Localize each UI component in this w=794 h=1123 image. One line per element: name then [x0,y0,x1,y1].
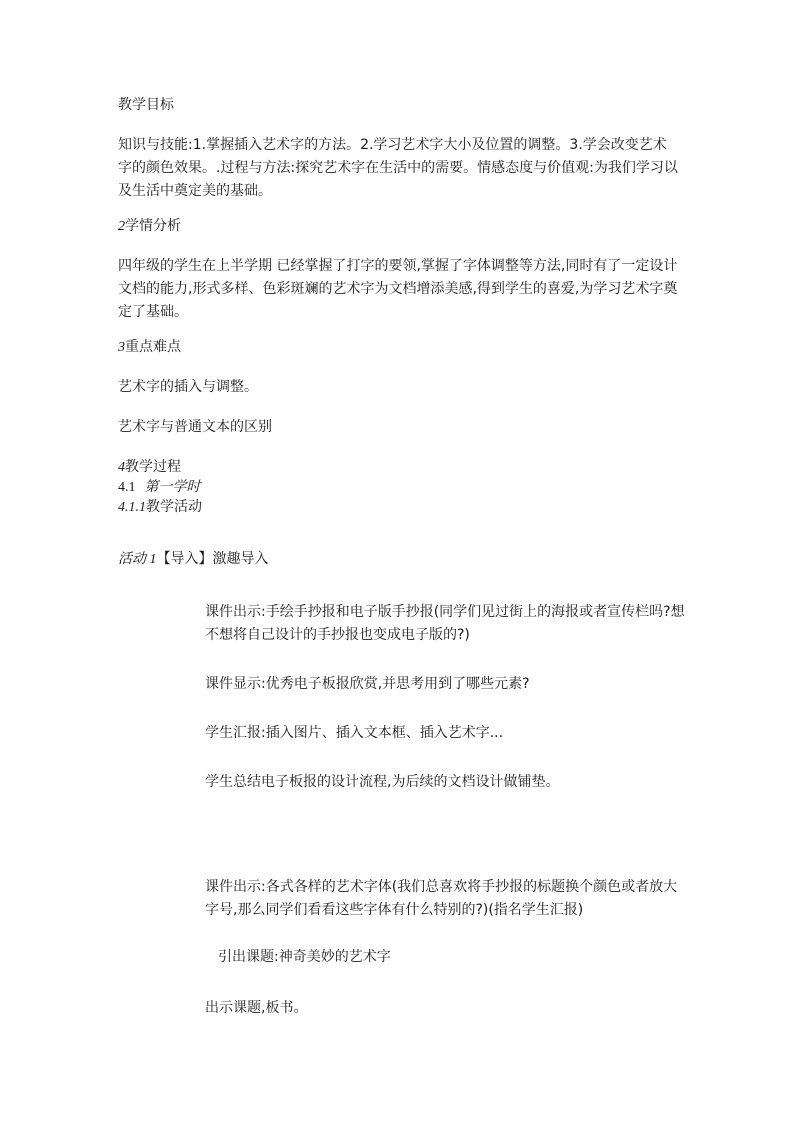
section-3-heading [118,336,181,359]
page-title: 教学目标 [118,97,174,113]
activity-paragraph-3: 学生汇报:插入图片、插入文本框、插入艺术字... [205,725,504,741]
activity-paragraph-7: 出示课题,板书。 [205,1000,308,1016]
activity-title: 【导入】激趣导入 [156,551,269,567]
activity-paragraph-1: 课件出示:手绘手抄报和电子版手抄报(同学们见过街上的海报或者宣传栏吗?想不想将自己设计的手抄报也变成电子版的?) [205,604,685,643]
section-4-1-title: 第一学时 [144,480,201,495]
key-point-2: 艺术字与普通文本的区别 [118,419,272,435]
activity-prefix: 活动 1 [118,552,157,567]
analysis-paragraph: 四年级的学生在上半学期 已经掌握了打字的要领,掌握了字体调整等方法,同时有了一定设计文档的能力,形式多样、色彩斑斓的艺术字为文档增添美感,得到学生的喜爱,为学习艺术字奠定了基础。 [118,258,678,320]
section-2-title: 学情分析 [125,218,181,234]
section-4-1-1-title: 教学活动 [146,499,202,515]
section-4-1-1-number: 4.1.1 [118,500,146,515]
activity-paragraph-6: 引出课题:神奇美妙的艺术字 [218,949,391,965]
section-3-title: 重点难点 [125,339,181,355]
section-4-1-number: 4.1 [118,480,136,495]
activity-paragraph-5: 课件出示:各式各样的艺术字体(我们总喜欢将手抄报的标题换个颜色或者放大字号,那么同学们看看这些字体有什么特别的?)(指名学生汇报) [205,879,678,918]
section-4-number: 4 [118,460,125,475]
goals-paragraph: 知识与技能:1.掌握插入艺术字的方法。2.学习艺术字大小及位置的调整。3.学会改变艺术字的颜色效果。.过程与方法:探究艺术字在生活中的需要。情感态度与价值观:为我们学习以及生活中奠定美的基础。 [118,137,678,199]
activity-paragraph-4: 学生总结电子板报的设计流程,为后续的文档设计做铺垫。 [205,774,560,790]
section-4-1-1-heading [118,496,202,519]
section-3-number: 3 [118,340,125,355]
section-4-title: 教学过程 [125,459,181,475]
section-2-heading [118,215,181,238]
activity-paragraph-2: 课件显示:优秀电子板报欣赏,并思考用到了哪些元素? [205,676,530,692]
section-2-number: 2 [118,219,125,234]
key-point-1: 艺术字的插入与调整。 [118,379,258,395]
activity-heading [118,548,269,571]
